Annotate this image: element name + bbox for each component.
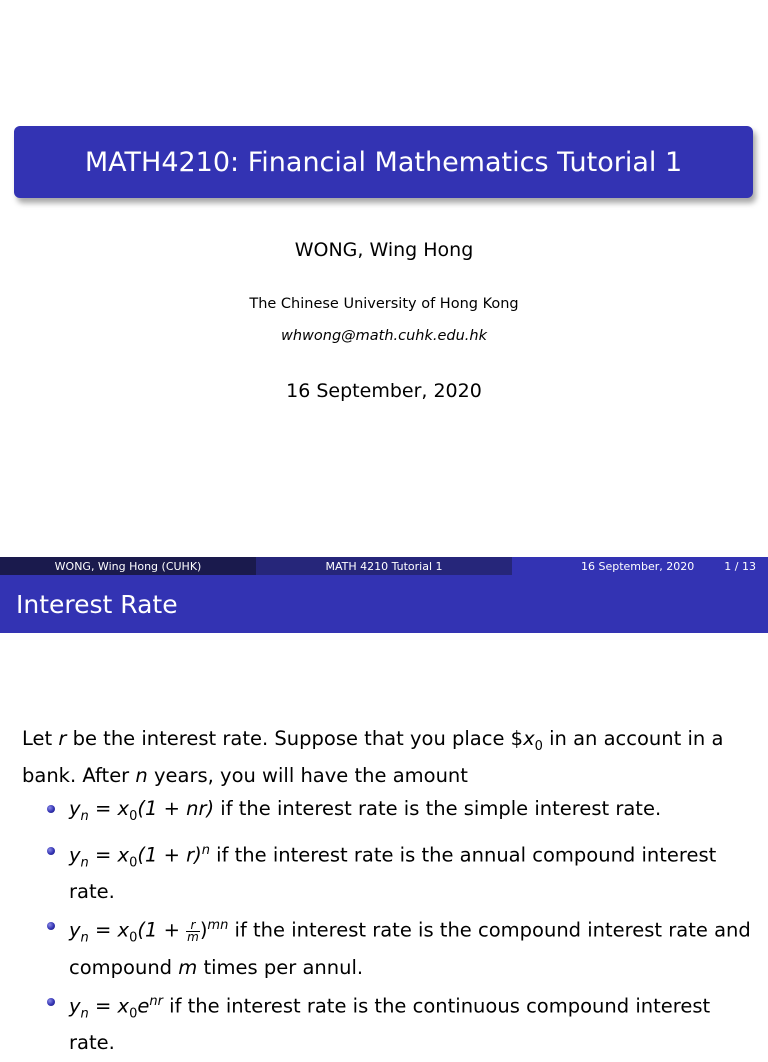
footer-page-number: 1 / 13 (724, 559, 756, 573)
formula-body: (1 + r) (137, 843, 202, 867)
item-var-m: m (178, 955, 198, 979)
institute-name: The Chinese University of Hong Kong (249, 296, 519, 312)
bullet-icon (47, 922, 55, 930)
intro-var-r: r (58, 727, 67, 750)
fraction-numerator: r (186, 920, 200, 932)
frame-title-bar (0, 575, 768, 633)
title-banner (14, 126, 753, 198)
formula-eq: = x (88, 918, 130, 942)
footer-author-text: WONG, Wing Hong (CUHK) (54, 559, 202, 573)
bullet-icon (47, 847, 55, 855)
frame-title: Interest Rate (16, 589, 178, 619)
intro-var-x-sub: 0 (534, 738, 543, 754)
footer-course-text: MATH 4210 Tutorial 1 (325, 559, 443, 573)
intro-text-1: Let (22, 727, 59, 750)
formula-exponent: n (201, 842, 210, 858)
formula-exponent: nr (149, 993, 163, 1009)
intro-text-3: in an account in a bank. After (22, 727, 724, 787)
intro-var-x: x (523, 727, 535, 750)
list-item (22, 987, 752, 1057)
formula-fraction (186, 917, 200, 944)
item-text: if the interest rate is the annual compound interest rate. (69, 843, 717, 904)
slide-footer (0, 557, 768, 575)
item-text: if the interest rate is the continuous compound interest rate. (69, 994, 711, 1054)
footer-course (256, 557, 512, 575)
formula-eq: = x (88, 843, 130, 867)
formula-y: y (69, 843, 81, 867)
author-name: WONG, Wing Hong (294, 239, 474, 261)
formula-y-sub: n (80, 1005, 89, 1021)
formula-close: ) (199, 918, 208, 942)
bullet-icon (47, 805, 55, 813)
formula-y: y (69, 796, 81, 820)
intro-paragraph (22, 724, 752, 790)
list-item (22, 794, 752, 831)
formula-x-sub: 0 (129, 855, 138, 871)
item-text: if the interest rate is the simple interest rate. (214, 796, 662, 820)
footer-date-page (512, 557, 768, 575)
formula-y-sub: n (80, 808, 89, 824)
list-item (22, 911, 752, 981)
formula-x-sub: 0 (129, 808, 138, 824)
item-text-end: times per annul. (197, 955, 364, 979)
formula-body: (1 + (137, 918, 187, 942)
footer-date: 16 September, 2020 (581, 559, 695, 573)
intro-text-2: be the interest rate. Suppose that you place $ (66, 727, 524, 750)
formula-x-sub: 0 (129, 1005, 138, 1021)
author-email: whwong@math.cuhk.edu.hk (280, 328, 488, 344)
slide-body (22, 724, 752, 1062)
formula-y-sub: n (80, 855, 89, 871)
formula-y: y (69, 994, 81, 1018)
fraction-denominator: m (187, 929, 199, 944)
formula-y-sub: n (80, 930, 89, 946)
formula-eq: = x (88, 796, 130, 820)
formula-x-sub: 0 (129, 930, 138, 946)
formula-eq: = x (88, 994, 130, 1018)
presentation-title: MATH4210: Financial Mathematics Tutorial 1 (84, 146, 683, 178)
formula-body: (1 + nr) (137, 796, 215, 820)
bullet-icon (47, 998, 55, 1006)
intro-text-4: years, you will have the amount (147, 763, 468, 787)
item-text: if the interest rate is the compound interest rate and compound (69, 918, 751, 979)
presentation-date: 16 September, 2020 (286, 380, 482, 402)
intro-var-n: n (135, 763, 148, 787)
formula-list (22, 794, 752, 1057)
footer-author (0, 557, 256, 575)
formula-exponent: mn (207, 918, 229, 934)
list-item (22, 836, 752, 906)
formula-y: y (69, 918, 81, 942)
formula-body: e (137, 994, 150, 1018)
